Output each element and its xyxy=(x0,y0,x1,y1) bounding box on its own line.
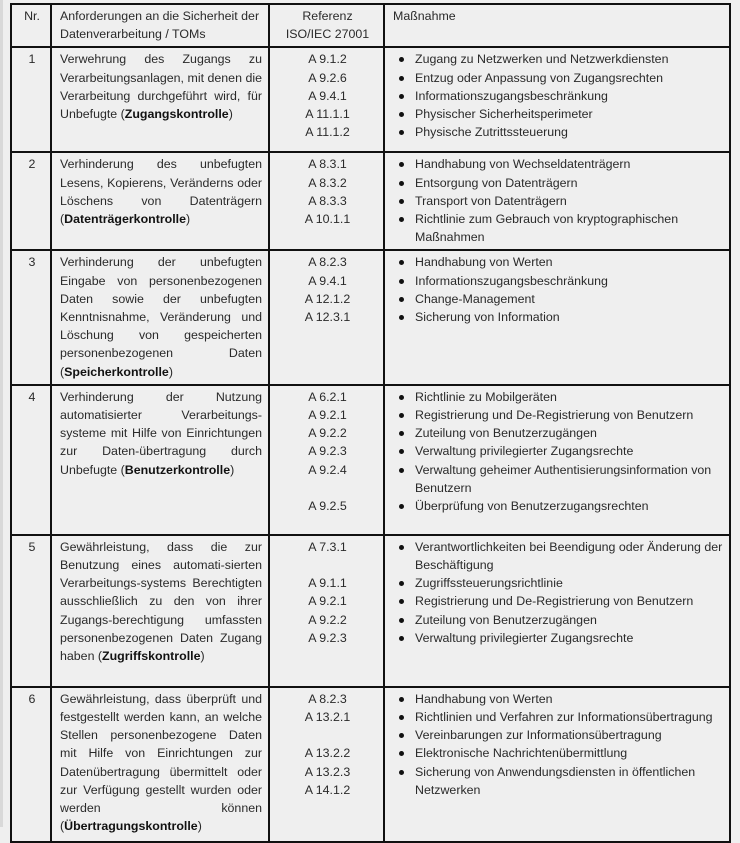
iso-reference: A 9.2.3 xyxy=(308,630,347,645)
iso-reference: A 13.2.2 xyxy=(304,746,351,761)
iso-reference: A 11.1.2 xyxy=(305,125,350,140)
reference-cell xyxy=(269,687,384,842)
table-row xyxy=(11,152,730,250)
control-type-label: Datenträgerkontrolle xyxy=(64,212,187,227)
measure-item: Registrierung und De-Registrierung von Benutzern xyxy=(415,592,723,610)
iso-reference: A 9.2.2 xyxy=(308,612,347,627)
reference-cell xyxy=(269,152,384,250)
measure-item: Handhabung von Werten xyxy=(415,690,723,708)
iso-reference xyxy=(278,556,377,574)
reference-cell xyxy=(269,385,384,535)
iso-reference: A 13.2.1 xyxy=(304,710,351,725)
control-type-label: Benutzerkontrolle xyxy=(124,462,231,477)
measure-item: Richtlinie zum Gebrauch von kryptographischen Maßnahmen xyxy=(415,210,723,246)
measure-item: Sicherung von Anwendungsdiensten in öffentlichen Netzwerken xyxy=(415,763,723,799)
row-number: 6 xyxy=(11,687,51,842)
requirement-cell xyxy=(51,152,269,250)
iso-reference: A 9.4.1 xyxy=(308,273,347,288)
header-measure: Maßnahme xyxy=(384,4,730,47)
iso-reference: A 14.1.2 xyxy=(304,782,351,797)
measure-item: Verwaltung geheimer Authentisierungsinformation von Benutzern xyxy=(415,461,723,497)
measure-list xyxy=(393,50,723,141)
measure-item: Physische Zutrittssteuerung xyxy=(415,123,723,141)
requirement-tail: ) xyxy=(186,212,191,227)
iso-reference xyxy=(278,726,377,744)
table-row xyxy=(11,47,730,152)
control-type-label: Übertragungskontrolle xyxy=(64,819,198,834)
iso-reference: A 9.2.6 xyxy=(308,70,347,85)
measure-item: Zugriffssteuerungsrichtlinie xyxy=(415,574,723,592)
requirement-text: Gewährleistung, dass die zur Benutzung eines automati-sierten Verarbeitungs-systems Berechtigten ausschließlich zu den von ihrer Zugangs-berechtigung umfassten personenbezogenen Daten Zugang haben ( xyxy=(60,539,262,664)
page-edge xyxy=(0,0,3,827)
measure-cell xyxy=(384,250,730,384)
table-row xyxy=(11,535,730,687)
measure-item: Sicherung von Information xyxy=(415,308,723,326)
iso-reference: A 9.1.2 xyxy=(308,52,347,67)
row-number: 5 xyxy=(11,535,51,687)
measure-list xyxy=(393,690,723,799)
requirement-text: Gewährleistung, dass überprüft und festgestellt werden kann, an welche Stellen personenbezogene Daten mit Hilfe von Einrichtungen zur Datenübertragung übermittelt oder zur Verfügung gestellt wurden oder werden können ( xyxy=(60,691,262,834)
measure-item: Registrierung und De-Registrierung von Benutzern xyxy=(415,406,723,424)
row-number: 1 xyxy=(11,47,51,152)
requirement-cell xyxy=(51,47,269,152)
measure-item: Verwaltung privilegierter Zugangsrechte xyxy=(415,442,723,460)
iso-reference: A 9.2.4 xyxy=(308,462,347,477)
iso-reference: A 6.2.1 xyxy=(308,389,347,404)
control-type-label: Zugangskontrolle xyxy=(124,107,229,122)
requirement-text: Verhinderung der unbefugten Eingabe von personenbezogenen Daten sowie der unbefugten Kenntnisnahme, Veränderung und Löschung von gespeicherten personenbezogenen Daten ( xyxy=(60,255,262,379)
measure-item: Richtlinien und Verfahren zur Informationsübertragung xyxy=(415,708,723,726)
table-body xyxy=(11,47,730,841)
iso-reference: A 10.1.1 xyxy=(304,212,351,227)
measure-item: Richtlinie zu Mobilgeräten xyxy=(415,388,723,406)
measure-item: Zugang zu Netzwerken und Netzwerkdiensten xyxy=(415,50,723,68)
measure-item: Handhabung von Werten xyxy=(415,253,723,271)
measure-list xyxy=(393,388,723,515)
iso-reference: A 9.2.1 xyxy=(308,594,347,609)
iso-reference: A 7.3.1 xyxy=(308,539,347,554)
measure-item: Handhabung von Wechseldatenträgern xyxy=(415,155,723,173)
measure-item: Entsorgung von Datenträgern xyxy=(415,174,723,192)
row-number: 3 xyxy=(11,250,51,384)
measure-cell xyxy=(384,687,730,842)
iso-reference: A 12.3.1 xyxy=(304,310,351,325)
measure-item: Überprüfung von Benutzerzugangsrechten xyxy=(415,497,723,515)
measure-list xyxy=(393,538,723,647)
requirement-text: Verhinderung der Nutzung automatisierter Verarbeitungs-systeme mit Hilfe von Einrichtungen zur Daten-übertragung durch Unbefugte ( xyxy=(60,389,262,477)
reference-cell xyxy=(269,47,384,152)
table-row xyxy=(11,687,730,842)
requirement-tail: ) xyxy=(168,364,173,379)
measure-list xyxy=(393,155,723,246)
iso-reference xyxy=(278,479,377,497)
measure-item: Informationszugangsbeschränkung xyxy=(415,272,723,290)
requirement-tail: ) xyxy=(228,107,233,122)
measure-item: Transport von Datenträgern xyxy=(415,192,723,210)
measure-list xyxy=(393,253,723,326)
row-number: 4 xyxy=(11,385,51,535)
iso-reference: A 9.2.1 xyxy=(308,408,347,423)
measure-cell xyxy=(384,152,730,250)
requirement-text: Verhinderung des unbefugten Lesens, Kopierens, Veränderns oder Löschens von Datenträgern ( xyxy=(60,157,262,227)
iso-reference: A 9.1.1 xyxy=(308,576,347,591)
measure-cell xyxy=(384,535,730,687)
measure-item: Change-Management xyxy=(415,290,723,308)
measure-item: Physischer Sicherheitsperimeter xyxy=(415,105,723,123)
iso-reference: A 8.3.3 xyxy=(308,193,347,208)
requirement-text: Verwehrung des Zugangs zu Verarbeitungsanlagen, mit denen die Verarbeitung durchgeführt wird, für Unbefugte ( xyxy=(60,52,262,122)
control-type-label: Speicherkontrolle xyxy=(64,364,169,379)
measure-item: Zuteilung von Benutzerzugängen xyxy=(415,424,723,442)
iso-reference: A 8.2.3 xyxy=(308,691,347,706)
iso-reference: A 8.3.2 xyxy=(308,175,347,190)
measure-item: Informationszugangsbeschränkung xyxy=(415,87,723,105)
measure-item: Elektronische Nachrichtenübermittlung xyxy=(415,744,723,762)
requirement-cell xyxy=(51,385,269,535)
row-number: 2 xyxy=(11,152,51,250)
measure-item: Zuteilung von Benutzerzugängen xyxy=(415,611,723,629)
header-requirement: Anforderungen an die Sicherheit der Datenverarbeitung / TOMs xyxy=(51,4,269,47)
measure-item: Entzug oder Anpassung von Zugangsrechten xyxy=(415,69,723,87)
table-row xyxy=(11,250,730,384)
requirement-tail: ) xyxy=(200,649,205,664)
iso-reference: A 11.1.1 xyxy=(305,107,350,122)
iso-reference: A 9.2.5 xyxy=(308,499,347,514)
table-header-row xyxy=(11,4,730,47)
iso-reference: A 8.3.1 xyxy=(308,157,347,172)
iso-reference: A 9.2.3 xyxy=(308,444,347,459)
iso-reference: A 13.2.3 xyxy=(304,764,351,779)
control-type-label: Zugriffskontrolle xyxy=(102,649,201,664)
reference-cell xyxy=(269,535,384,687)
iso-reference: A 12.1.2 xyxy=(304,291,351,306)
requirement-cell xyxy=(51,535,269,687)
requirement-tail: ) xyxy=(197,819,202,834)
reference-cell xyxy=(269,250,384,384)
header-nr: Nr. xyxy=(11,4,51,47)
requirement-cell xyxy=(51,250,269,384)
tom-table xyxy=(10,3,731,843)
header-reference: Referenz ISO/IEC 27001 xyxy=(269,4,384,47)
measure-cell xyxy=(384,47,730,152)
iso-reference: A 9.4.1 xyxy=(308,88,347,103)
requirement-tail: ) xyxy=(230,462,235,477)
table-row xyxy=(11,385,730,535)
requirement-cell xyxy=(51,687,269,842)
measure-item: Verwaltung privilegierter Zugangsrechte xyxy=(415,629,723,647)
iso-reference: A 8.2.3 xyxy=(308,255,347,270)
measure-cell xyxy=(384,385,730,535)
iso-reference: A 9.2.2 xyxy=(308,426,347,441)
measure-item: Verantwortlichkeiten bei Beendigung oder Änderung der Beschäftigung xyxy=(415,538,723,574)
measure-item: Vereinbarungen zur Informationsübertragung xyxy=(415,726,723,744)
